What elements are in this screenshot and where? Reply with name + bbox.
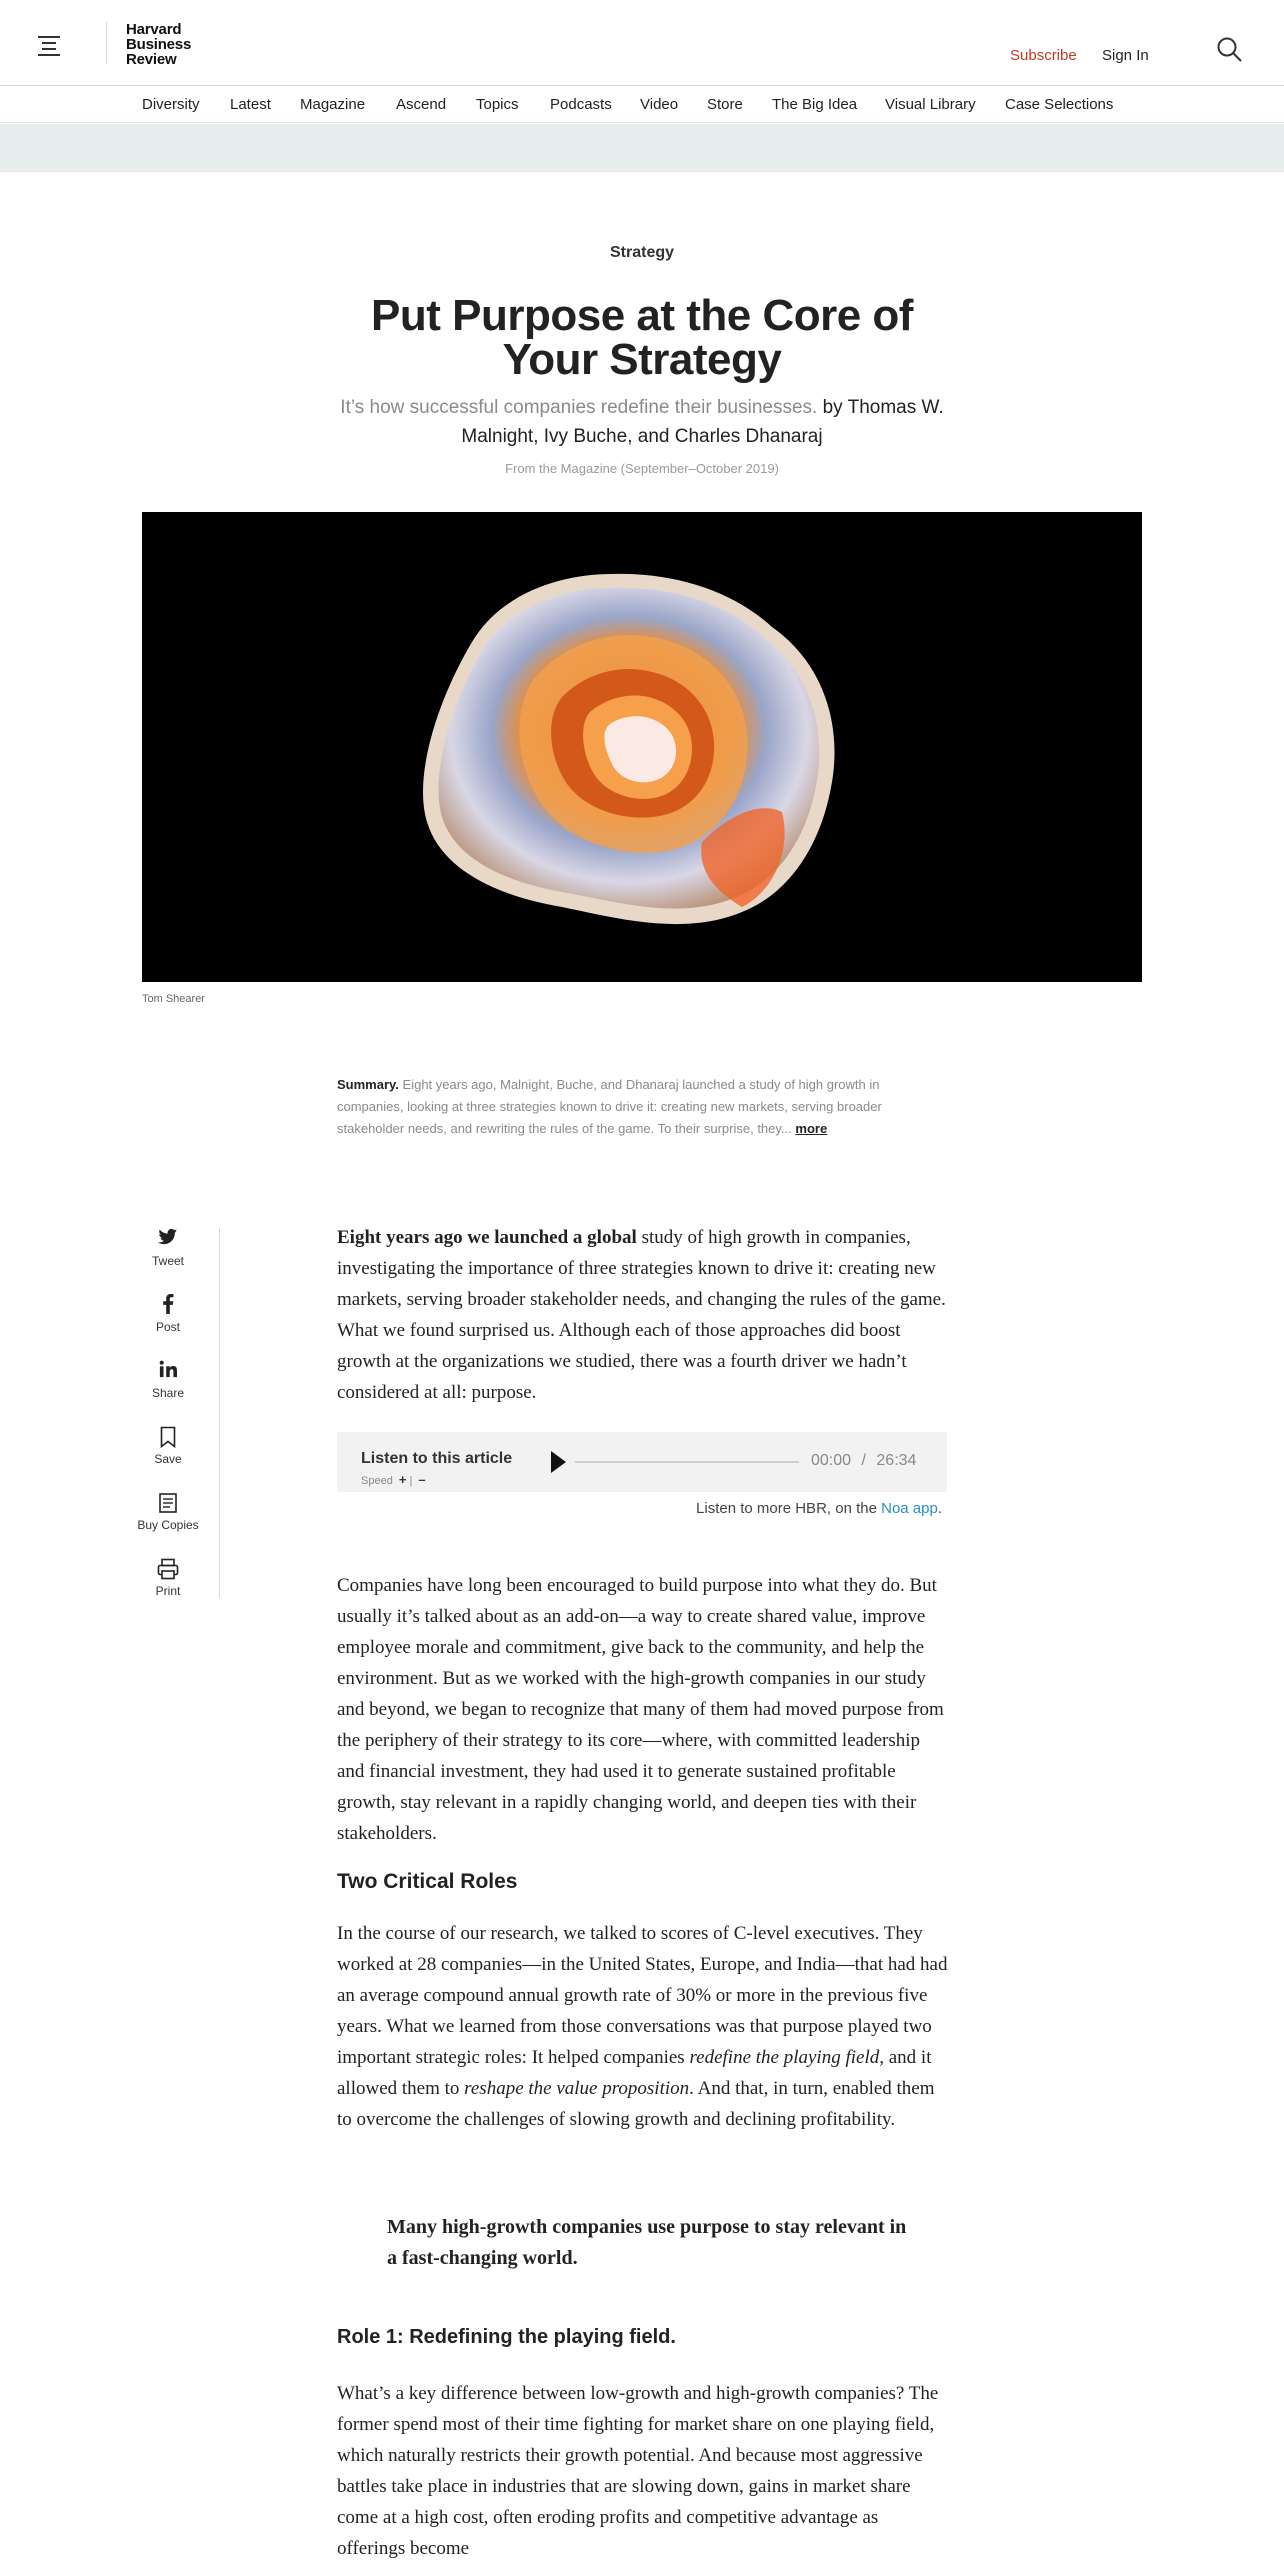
paragraph-text: study of high growth in companies, investigating the importance of three strategies known to drive it: creating new markets, serving broader stakeholder needs, and changing the rules of the game. What we found surprised us. Although each of those approaches did boost growth at the organizations we studied, there was a fourth driver we hadn’t considered at all: purpose.: [337, 1227, 946, 1403]
logo-line-1: Harvard: [126, 21, 182, 38]
print-icon: [118, 1558, 218, 1580]
hero-image: [142, 512, 1142, 982]
audio-player: [337, 1432, 947, 1492]
speed-down-button[interactable]: –: [418, 1472, 426, 1487]
noa-app-link[interactable]: Noa app: [881, 1500, 938, 1517]
dek-text: It’s how successful companies redefine their businesses.: [340, 397, 818, 418]
menu-icon[interactable]: [38, 36, 60, 56]
linkedin-icon: [118, 1360, 218, 1382]
paragraph-text: In the course of our research, we talked to scores of C-level executives. They worked at 28 companies—in the United States, Europe, and India—that had had an average compound annual growth rate of 30% or more in the previous five years. What we learned from those conversations was that purpose played two important strategic roles: It helped companies: [337, 1923, 948, 2068]
speed-separator: |: [409, 1475, 413, 1487]
magazine-issue[interactable]: From the Magazine (September–October 2019): [505, 461, 779, 476]
primary-nav: [0, 87, 1284, 123]
time-separator: /: [861, 1452, 866, 1469]
subscribe-link[interactable]: Subscribe: [1010, 47, 1077, 64]
speed-up-button[interactable]: +: [398, 1472, 407, 1487]
nav-item-video[interactable]: Video: [640, 96, 679, 113]
save-button[interactable]: [118, 1426, 218, 1466]
title-line-1: Put Purpose at the Core of: [371, 291, 913, 340]
body-paragraph-1: [337, 1222, 949, 1408]
body-paragraph-3: [337, 1918, 949, 2135]
share-rail: [118, 1228, 220, 1598]
summary-label: Summary.: [337, 1077, 399, 1092]
header-divider: [106, 22, 107, 64]
facebook-icon: [118, 1294, 218, 1316]
logo-line-2: Business: [126, 36, 192, 53]
paragraph-lead: Eight years ago we launched a global: [337, 1227, 637, 1248]
audio-time: [811, 1452, 916, 1470]
speed-label: Speed: [361, 1475, 393, 1487]
summary-more-link[interactable]: more: [795, 1121, 828, 1136]
share-label: Save: [154, 1452, 182, 1466]
article-dek: [330, 393, 954, 451]
body-paragraph-4: What’s a key difference between low-growth and high-growth companies? The former spend most of their time fighting for market share on one playing field, which naturally restricts their growth potential. And because most aggressive battles take place in industries that are slowing down, gains in market share come at a high cost, often eroding profits and competitive advantage as offerings become: [337, 2383, 939, 2559]
site-header: [0, 0, 1284, 86]
nav-item-the-big-idea[interactable]: The Big Idea: [772, 96, 858, 113]
paragraph-text: and it allowed them to: [337, 2047, 932, 2099]
nav-item-diversity[interactable]: Diversity: [142, 96, 200, 113]
sign-in-link[interactable]: Sign In: [1102, 47, 1149, 64]
paragraph-emphasis: reshape the value proposition: [464, 2078, 690, 2099]
share-label: Buy Copies: [137, 1518, 199, 1532]
nav-item-podcasts[interactable]: Podcasts: [550, 96, 612, 113]
listen-more-suffix: .: [937, 1500, 942, 1517]
buy-copies-button[interactable]: [118, 1492, 218, 1532]
article-summary: [337, 1074, 947, 1140]
duration: 26:34: [876, 1452, 917, 1469]
bookmark-icon: [118, 1426, 218, 1448]
share-label: Share: [151, 1386, 185, 1400]
summary-text: Eight years ago, Malnight, Buche, and Dhanaraj launched a study of high growth in companies, looking at three strategies known to drive it: creating new markets, serving broader stakeholder needs, and rewriting the rules of the game. To their surprise, they...: [337, 1077, 882, 1136]
nav-item-store[interactable]: Store: [707, 96, 743, 113]
player-title: Listen to this article: [361, 1450, 513, 1467]
paragraph-emphasis: redefine the playing field,: [689, 2047, 884, 2068]
nav-item-ascend[interactable]: Ascend: [396, 96, 447, 113]
image-credit: Tom Shearer: [142, 993, 205, 1005]
section-heading-role-1: Role 1: Redefining the playing field.: [337, 2326, 676, 2348]
byline[interactable]: by Thomas W. Malnight, Ivy Buche, and Charles Dhanaraj: [461, 397, 944, 447]
pull-quote: Many high-growth companies use purpose to stay relevant in a fast-changing world.: [387, 2216, 907, 2269]
current-time: 00:00: [811, 1452, 852, 1469]
speed-control: [361, 1472, 429, 1487]
article-title: [300, 291, 984, 384]
share-tweet-button[interactable]: [118, 1228, 218, 1268]
nav-item-magazine[interactable]: Magazine: [300, 96, 366, 113]
paragraph-text: . And that, in turn, enabled them to overcome the challenges of slowing growth and declining profitability.: [337, 2078, 935, 2130]
listen-more-note: [337, 1500, 942, 1517]
nav-item-visual-library[interactable]: Visual Library: [885, 96, 976, 113]
play-icon[interactable]: [549, 1450, 567, 1474]
listen-more-text: Listen to more HBR, on the: [696, 1500, 882, 1517]
section-heading-two-critical-roles: Two Critical Roles: [337, 1870, 518, 1893]
article-topic[interactable]: Strategy: [609, 244, 675, 261]
ad-banner: [0, 124, 1284, 172]
share-label: Tweet: [151, 1254, 184, 1268]
logo-line-3: Review: [126, 51, 177, 68]
hbr-logo[interactable]: [126, 22, 206, 67]
share-label: Print: [155, 1584, 181, 1598]
nav-item-latest[interactable]: Latest: [230, 96, 271, 113]
title-line-2: Your Strategy: [502, 335, 782, 384]
search-icon[interactable]: [1216, 36, 1244, 64]
print-button[interactable]: [118, 1558, 218, 1598]
twitter-icon: [118, 1228, 218, 1250]
audio-progress-track[interactable]: [575, 1461, 799, 1463]
body-paragraph-2: Companies have long been encouraged to build purpose into what they do. But usually it’s talked about as an add-on—a way to create shared value, improve employee morale and commitment, give back to the community, and help the environment. But as we worked with the high-growth companies in our study and beyond, we began to recognize that many of them had moved purpose from the periphery of their strategy to its core—where, with committed leadership and financial investment, they had used it to generate sustained profitable growth, stay relevant in a rapidly changing world, and deepen ties with their stakeholders.: [337, 1575, 944, 1844]
share-label: Post: [155, 1320, 180, 1334]
nav-item-case-selections[interactable]: Case Selections: [1005, 96, 1114, 113]
share-linkedin-button[interactable]: [118, 1360, 218, 1400]
nav-item-topics[interactable]: Topics: [476, 96, 519, 113]
copies-icon: [118, 1492, 218, 1514]
share-post-button[interactable]: [118, 1294, 218, 1334]
